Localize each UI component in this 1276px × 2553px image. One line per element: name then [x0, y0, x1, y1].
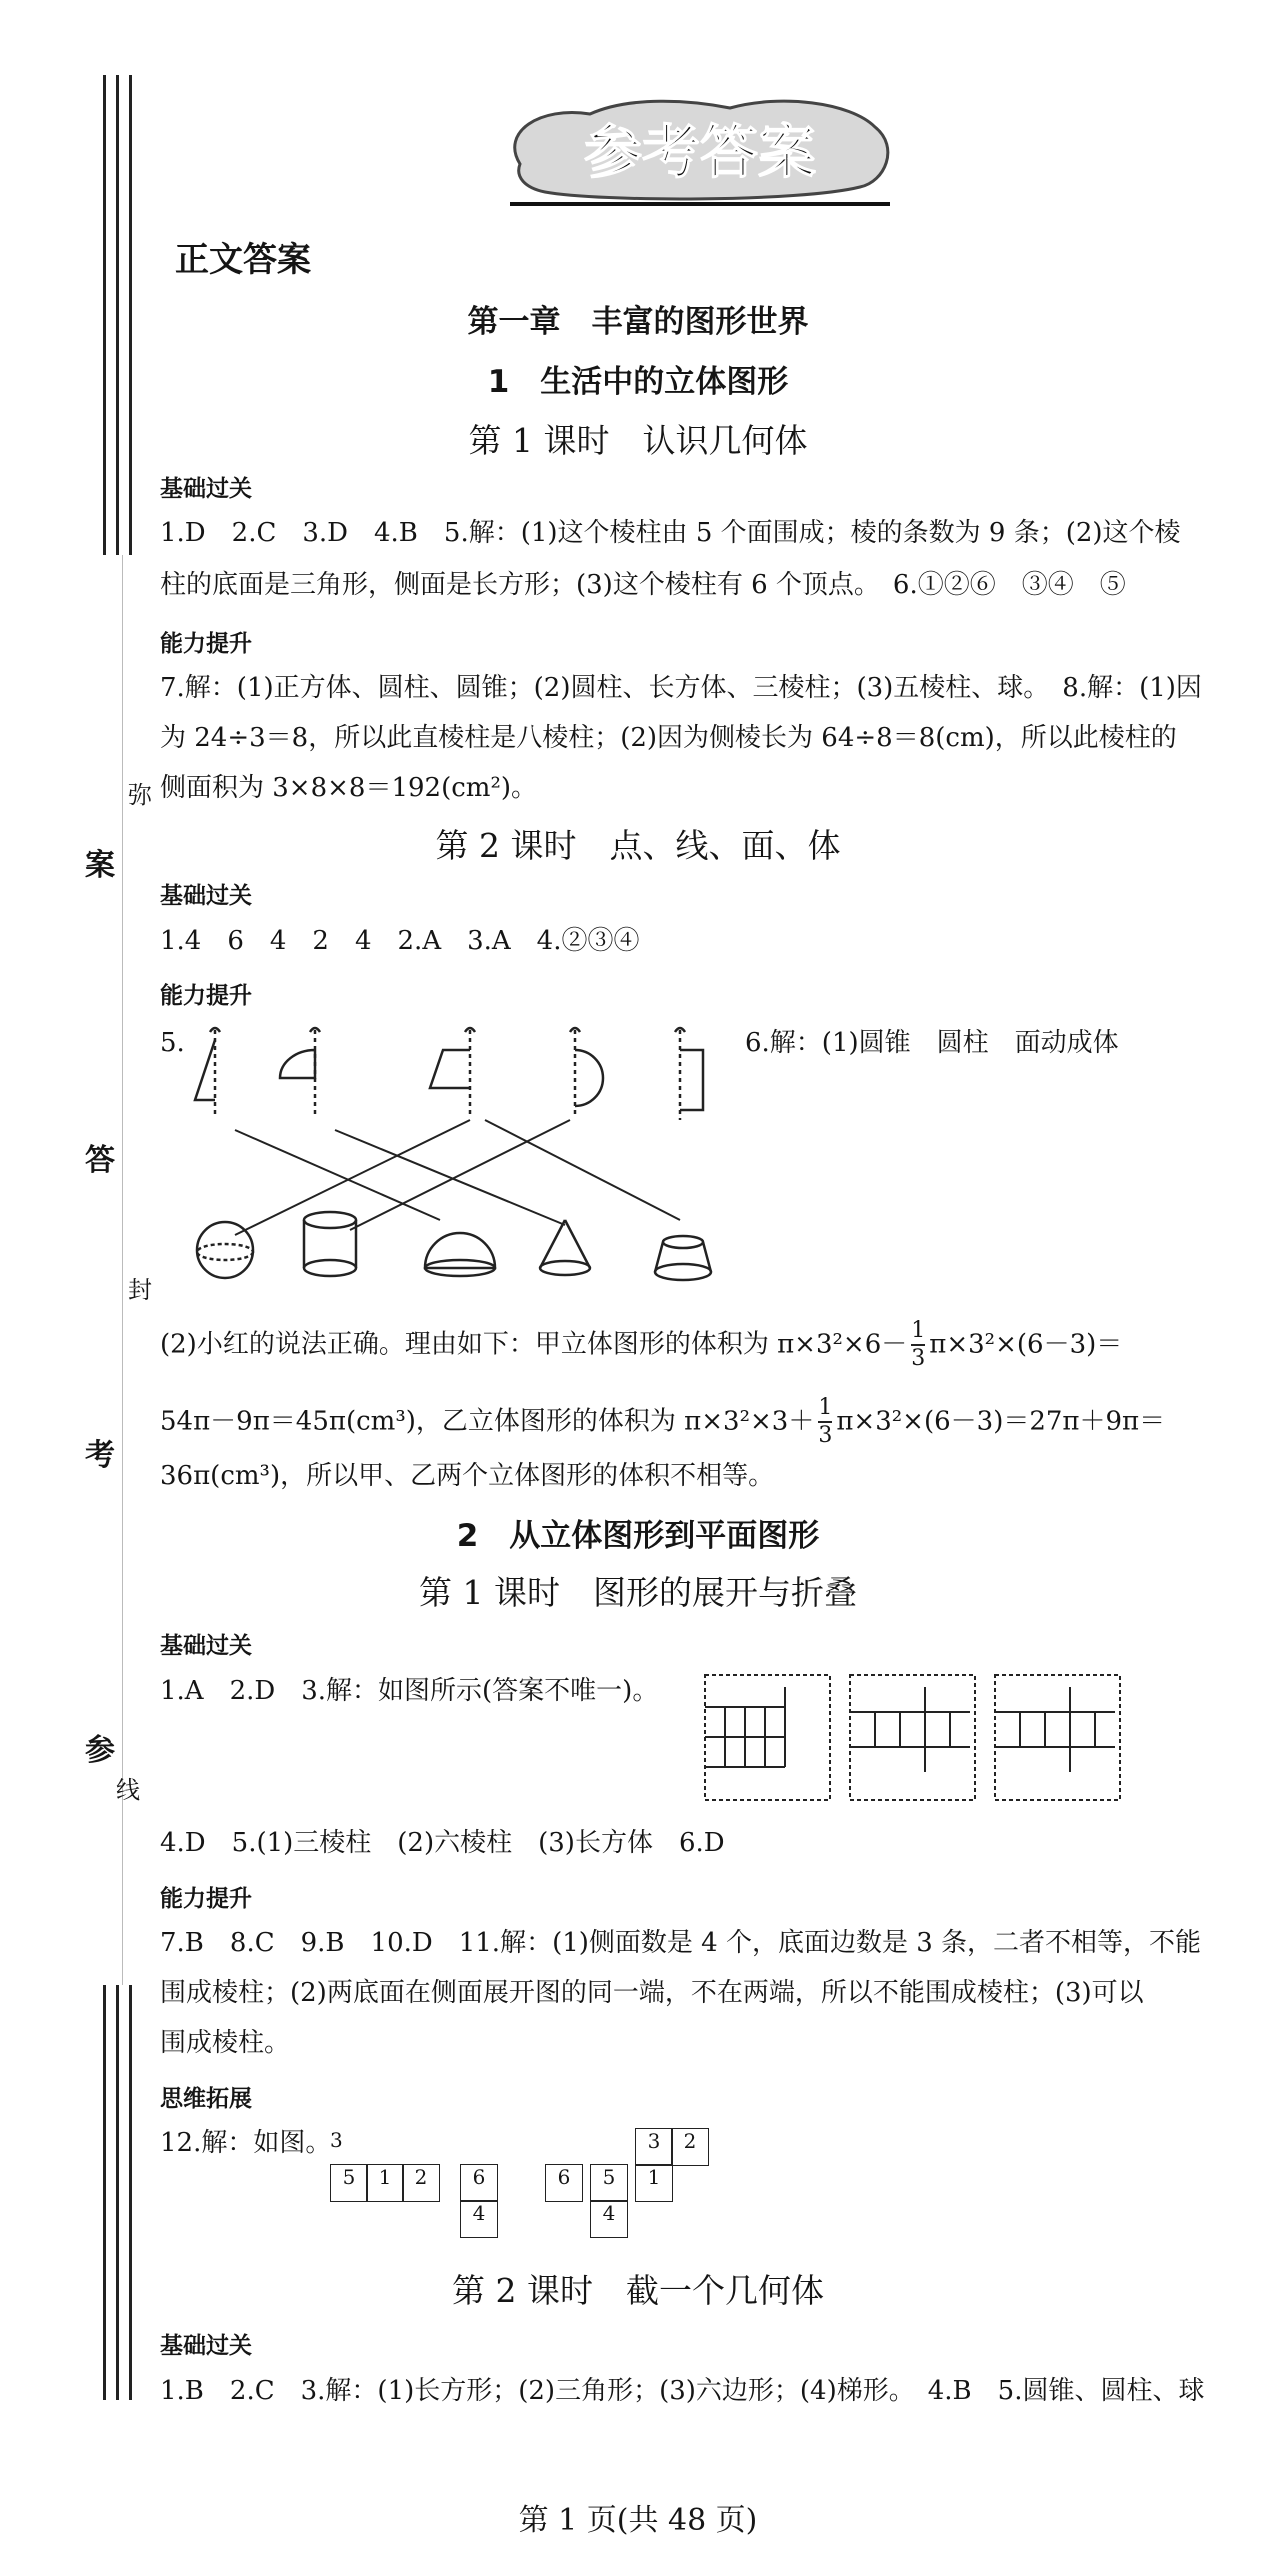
- net-grid-2: [850, 1675, 975, 1800]
- answer-line: 6.解：(1)圆锥 圆柱 面动成体: [745, 1028, 1119, 1058]
- answer-line: 为 24÷3＝8，所以此直棱柱是八棱柱；(2)因为侧棱长为 64÷8＝8(cm)，所以此棱柱的: [160, 723, 1177, 753]
- margin-char: 案: [85, 848, 115, 883]
- binding-line: [129, 1985, 132, 2400]
- fraction-numerator: 1: [818, 1395, 832, 1423]
- binding-line: [103, 1985, 106, 2400]
- net-cell: 4: [590, 2200, 628, 2238]
- net-cell: 5: [330, 2164, 368, 2202]
- lesson-title: 第 2 课时 点、线、面、体: [435, 826, 841, 865]
- category-label: 能力提升: [160, 631, 252, 657]
- answer-line: [160, 1395, 1165, 1450]
- net-cell: 3: [635, 2128, 673, 2166]
- answer-line: 柱的底面是三角形，侧面是长方形；(3)这个棱柱有 6 个顶点。 6.①②⑥ ③④ ⑤: [160, 570, 1126, 600]
- net-grid-3: [995, 1675, 1120, 1800]
- net-cell: 5: [590, 2164, 628, 2202]
- answer-line: 侧面积为 3×8×8＝192(cm²)。: [160, 773, 538, 803]
- answer-line: 1.B 2.C 3.解：(1)长方形；(2)三角形；(3)六边形；(4)梯形。 4.B 5.圆锥、圆柱、球: [160, 2376, 1205, 2406]
- page-title-banner: [500, 92, 900, 210]
- lesson-title: 第 2 课时 截一个几何体: [452, 2271, 824, 2310]
- binding-line: [116, 1985, 119, 2400]
- net-number: 3: [330, 2128, 343, 2152]
- cube-net-right: [545, 2128, 725, 2238]
- page-title: 参考答案: [583, 118, 817, 186]
- answer-text: π×3²×(6－3)＝: [929, 1329, 1123, 1360]
- category-label: 基础过关: [160, 2333, 252, 2359]
- answer-line: 4.D 5.(1)三棱柱 (2)六棱柱 (3)长方体 6.D: [160, 1828, 725, 1858]
- fraction-numerator: 1: [911, 1318, 925, 1346]
- category-label: 思维拓展: [160, 2086, 252, 2112]
- answer-line: 1.A 2.D 3.解：如图所示(答案不唯一)。: [160, 1676, 659, 1706]
- answer-line: 围成棱柱；(2)两底面在侧面展开图的同一端，不在两端，所以不能围成棱柱；(3)可以: [160, 1978, 1144, 2008]
- lesson-title: 第 1 课时 图形的展开与折叠: [419, 1573, 857, 1612]
- net-cell: 2: [402, 2164, 440, 2202]
- net-cell: 1: [635, 2164, 673, 2202]
- fraction-denominator: 3: [911, 1346, 926, 1372]
- unfolding-net-diagrams: [700, 1672, 1130, 1807]
- rotation-matching-diagram: [185, 1020, 730, 1285]
- net-cell: 1: [366, 2164, 404, 2202]
- category-label: 基础过关: [160, 883, 252, 909]
- category-label: 能力提升: [160, 983, 252, 1009]
- section-title: 1 生活中的立体图形: [487, 364, 789, 400]
- fraction: [818, 1395, 832, 1450]
- margin-char: 参: [85, 1733, 115, 1768]
- chapter-title: 第一章 丰富的图形世界: [467, 304, 809, 340]
- answer-line: 1.D 2.C 3.D 4.B 5.解：(1)这个棱柱由 5 个面围成；棱的条数为 9 条；(2)这个棱: [160, 518, 1181, 548]
- section-heading: 正文答案: [175, 240, 311, 280]
- margin-char: 封: [128, 1276, 152, 1304]
- answer-line: 1.4 6 4 2 4 2.A 3.A 4.②③④: [160, 926, 640, 956]
- category-label: 能力提升: [160, 1886, 252, 1912]
- fraction: [911, 1318, 925, 1373]
- answer-text: π×3²×(6－3)＝27π＋9π＝: [836, 1406, 1166, 1437]
- page-footer: 第 1 页(共 48 页): [518, 2503, 758, 2538]
- category-label: 基础过关: [160, 1633, 252, 1659]
- category-label: 基础过关: [160, 476, 252, 502]
- lesson-title: 第 1 课时 认识几何体: [468, 421, 808, 460]
- net-cell: 4: [460, 2200, 498, 2238]
- answer-text: 54π－9π＝45π(cm³)，乙立体图形的体积为 π×3²×3＋: [160, 1406, 815, 1437]
- net-cell: 2: [671, 2128, 709, 2166]
- cube-net-left: [330, 2128, 530, 2238]
- margin-char: 答: [85, 1143, 115, 1178]
- answer-line: [160, 1318, 1122, 1373]
- answer-line: 12.解：如图。: [160, 2128, 332, 2158]
- margin-char: 考: [85, 1438, 115, 1473]
- margin-char: 弥: [128, 781, 152, 809]
- net-cell: 6: [460, 2164, 498, 2202]
- net-cell: [330, 2128, 366, 2164]
- answer-line: 围成棱柱。: [160, 2028, 291, 2058]
- question-number: 5.: [160, 1028, 185, 1058]
- fraction-denominator: 3: [818, 1423, 833, 1449]
- net-cell: 6: [545, 2164, 583, 2202]
- margin-char: 线: [116, 1776, 140, 1804]
- net-grid-1: [705, 1675, 830, 1800]
- section-title: 2 从立体图形到平面图形: [456, 1518, 820, 1554]
- answer-line: 36π(cm³)，所以甲、乙两个立体图形的体积不相等。: [160, 1461, 775, 1491]
- answer-line: 7.B 8.C 9.B 10.D 11.解：(1)侧面数是 4 个，底面边数是 3 条，二者不相等，不能: [160, 1928, 1202, 1958]
- answer-text: (2)小红的说法正确。理由如下：甲立体图形的体积为 π×3²×6－: [160, 1329, 908, 1360]
- answer-line: 7.解：(1)正方体、圆柱、圆锥；(2)圆柱、长方体、三棱柱；(3)五棱柱、球。 8.解：(1)因: [160, 673, 1202, 703]
